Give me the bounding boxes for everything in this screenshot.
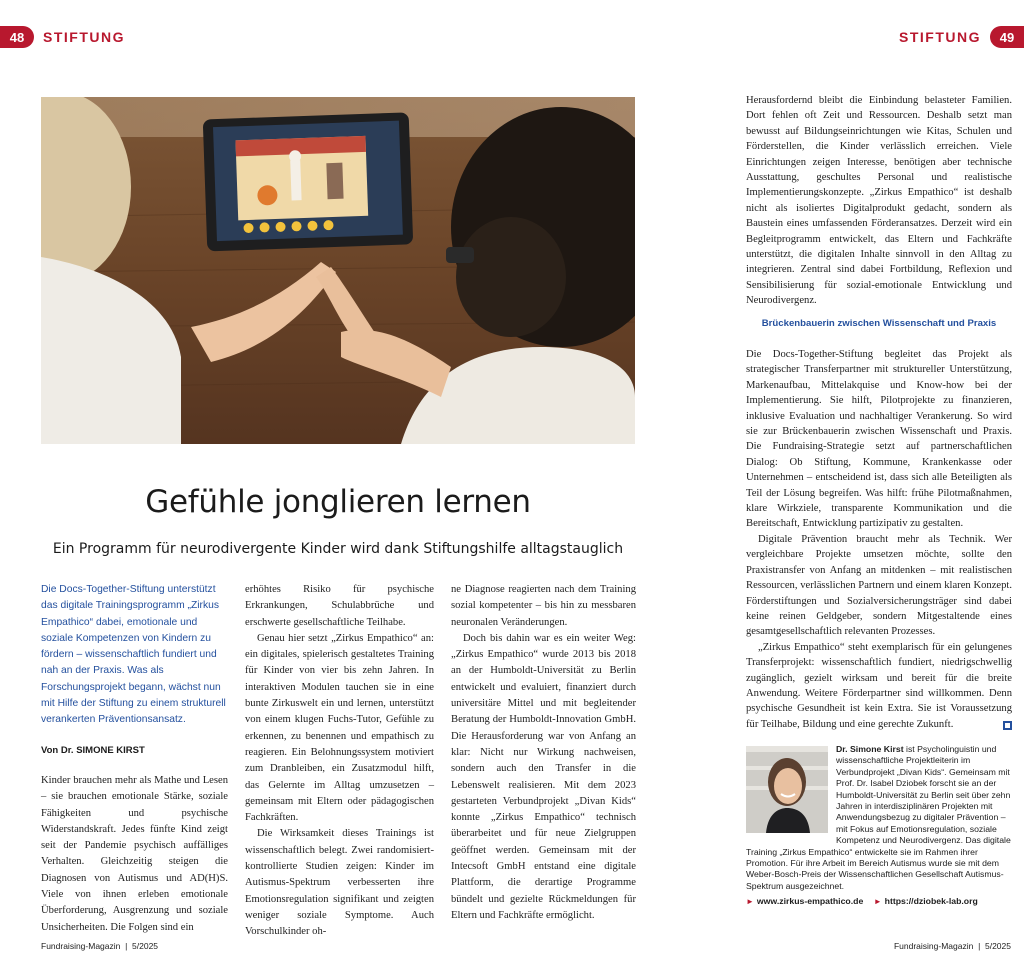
bio-text: ist Psycholinguistin und wissenschaftliche Projektleiterin im Verbundprojekt „Divan Kids“. Gemeinsam mit Prof. Dr. Isabel Dziobek forscht sie an der Humboldt-Universität zu Berlin seit über zehn Jahren in interdisziplinären Projekten mit Anwendungsbezug zu digitaler Prävention – mit Fokus auf Emotionsregulation, soziale Kompetenz und Neurodivergenz. Das digitale Training „Zirkus Empathico“ entwickelte sie im Rahmen ihrer Promotion. Für ihre Arbeit im Bereich Autismus wurde sie mit dem Weber-Bosch-Preis der Wissenschaftlichen Gesellschaft Autismus-Spektrum ausgezeichnet. [746, 744, 1011, 891]
byline: Von Dr. SIMONE KIRST [41, 744, 145, 756]
bio-name: Dr. Simone Kirst [836, 744, 904, 754]
article-column-2 [245, 582, 434, 941]
link-dziobek-lab[interactable]: https://dziobek-lab.org [884, 896, 978, 907]
footer-right: Fundraising-Magazin | 5/2025 [893, 941, 1011, 951]
paragraph: Die Wirksamkeit dieses Trainings ist wissenschaftlich belegt. Zwei randomisiert-kontrollierte Studien zeigen: Kinder im Autismus-Spektrum verbesserten ihre Emotionsregulation signifikant und zeigten weniger soziale Symptome. Auch Vorschulkinder oh- [245, 828, 434, 938]
right-column-bottom [746, 347, 1012, 732]
paragraph: Digitale Prävention braucht mehr als Technik. Wer vergleichbare Projekte umsetzen möchte, sollte den Praxistransfer von Anfang an mitdenken – mit realistischen Ressourcen, verlässlichen Partnern und einem klaren Konzept. Förderstiftungen und Sozialversicherungsträger sind dabei keine reinen Geldgeber, sondern Mitgestaltende eines gesamtgesellschaftlich relevanten Prozesses. [746, 533, 1012, 638]
article-column-1 [41, 582, 228, 936]
article-subtitle: Ein Programm für neurodivergente Kinder wird dank Stiftungshilfe alltagstauglich [52, 541, 624, 557]
paragraph-text: „Zirkus Empathico“ steht exemplarisch für ein gelungenes Transferprojekt: wissenschaftlich fundiert, niedrigschwellig zugänglich, gezielt wirksam und bereit für die breite Anwendung. Weitere Förderpartner sind willkommen. Denn psychische Gesundheit ist kein Extra. Sie ist Voraussetzung für Teilhabe, Bildung und eine gerechte Zukunft. [746, 641, 1012, 730]
footer-left: Fundraising-Magazin | 5/2025 [41, 941, 159, 951]
article-column-3 [451, 582, 636, 924]
author-bio [746, 744, 1012, 908]
article-lead: Die Docs-Together-Stiftung unterstützt das digitale Trainingsprogramm „Zirkus Empathico“ dabei, emotionale und soziale Kompetenzen von Kindern zu fördern – wissenschaftlich fundiert und nah an der Praxis. Was als Forschungsprojekt begann, wächst nun mit Hilfe der Stiftung zu einem strukturell verankerten Präventionsansatz. [41, 584, 226, 726]
section-label-right: STIFTUNG [899, 29, 981, 45]
paragraph: Kinder brauchen mehr als Mathe und Lesen – sie brauchen emotionale Stärke, soziale Fähigkeiten und psychische Widerstandskraft. Jedes fünfte Kind zeigt seit der Pandemie psychisch auffälliges Verhalten. Gleichzeitig steigen die Diagnosen von Autismus und AD(H)S. Viele von ihnen erleben emotionale Überforderung, Ausgrenzung und soziale Unsicherheiten. Die Folgen sind ein [41, 774, 228, 933]
author-portrait-image [746, 746, 828, 833]
paragraph: Doch bis dahin war es ein weiter Weg: „Zirkus Empathico“ wurde 2013 bis 2018 an der Humboldt-Universität zu Berlin entwickelt und evaluiert, finanziert durch universitäre Mittel und mit begleitender Beratung der Humboldt-Innovation GmbH. Die Herausforderung war von Anfang an klar: Nicht nur Wirkung nachweisen, sondern auch den Transfer in die Lebenswelt realisieren. Mit dem 2023 gestarteten Verbundprojekt „Divan Kids“ konnte „Zirkus Empathico“ technisch überarbeitet und für neue Zielgruppen geöffnet werden. Gemeinsam mit der Intecsoft GmbH entstand eine digitale Plattform, die derartige Programme bündelt und gezielte Rückmeldungen für Eltern und Fachkräfte ermöglicht. [451, 632, 636, 921]
arrow-right-icon: ► [873, 897, 882, 907]
page-header-right [890, 26, 1024, 48]
paragraph [746, 640, 1012, 732]
page-number-right: 49 [990, 26, 1024, 48]
paragraph: ne Diagnose reagierten nach dem Training sozial kompetenter – bis hin zu messbaren neuronalen Veränderungen. [451, 584, 636, 628]
section-label-left: STIFTUNG [43, 29, 125, 45]
section-subheading: Brückenbauerin zwischen Wissenschaft und Praxis [761, 318, 997, 329]
paragraph: Herausfordernd bleibt die Einbindung belasteter Familien. Dort fehlen oft Zeit und Ressourcen. Deshalb setzt man bewusst auf Bildungseinrichtungen wie Kitas, Schulen und Förderstellen, die Kinder verlässlich erreichen. Viele Einrichtungen zeigen Interesse, benötigen aber technische Ausstattung, geschultes Personal und realistische Implementierungskonzepte. „Zirkus Empathico“ ist deshalb nicht als isoliertes Digitalprodukt gedacht, sondern als Baustein eines umfassenden Förderansatzes. Derzeit wird ein Begleitprogramm entwickelt, das Eltern und Fachkräfte unterstützt, die digitalen Inhalte sinnvoll in den Alltag zu integrieren. Zentral sind dabei Fortbildung, Reflexion und Sensibilisierung für sozial-emotionale Entwicklung und Neurodivergenz. [746, 95, 1012, 307]
article-photo [41, 97, 635, 444]
article-end-icon [1003, 721, 1012, 730]
paragraph: erhöhtes Risiko für psychische Erkrankungen, Schulabbrüche und erschwerte gesellschaftliche Teilhabe. [245, 584, 434, 628]
page-header-left [0, 26, 134, 48]
article-title: Gefühle jonglieren lernen [145, 484, 531, 520]
children-tablet-photo [41, 97, 635, 444]
arrow-right-icon: ► [746, 897, 754, 907]
paragraph: Genau hier setzt „Zirkus Empathico“ an: ein digitales, spielerisch gestaltetes Training für Kinder von vier bis zehn Jahren. In interaktiven Modulen tauchen sie in eine bunte Zirkuswelt ein und lernen, unterstützt von einem klugen Fuchs-Tutor, Gefühle zu erkennen, zu benennen und empathisch zu reagieren. Ein Belohnungssystem motiviert zum Dranbleiben, ein Zusatzmodul hilft, das Gelernte im Alltag umzusetzen – gemeinsam mit Eltern oder pädagogischen Fachkräften. [245, 632, 434, 824]
right-column-top [746, 93, 1012, 309]
link-zirkus-empathico[interactable]: www.zirkus-empathico.de [756, 896, 864, 907]
author-portrait [746, 746, 828, 833]
page-number-left: 48 [0, 26, 34, 48]
bio-links [746, 896, 1012, 907]
paragraph: Die Docs-Together-Stiftung begleitet das Projekt als strategischer Transferpartner mit struktureller Unterstützung, Markenaufbau, Mittelakquise und Know-how bei der Implementierung. Sie hilft, Pilotprojekte zu finanzieren, inklusive Evaluation und nachhaltiger Verankerung. So wird sie zur Brückenbauerin zwischen Wissenschaft und Praxis. Die Fundraising-Strategie setzt auf partnerschaftlichen Dialog: Ob Stiftung, Kommune, Krankenkasse oder Unternehmen – entscheidend ist, dass sich alle Beteiligten als Teil der Lösung begreifen. Was hilft: frühe Pilotmaßnahmen, klare Wirkziele, transparente Kommunikation und die Bereitschaft, Entwicklung partizipativ zu gestalten. [746, 349, 1012, 530]
